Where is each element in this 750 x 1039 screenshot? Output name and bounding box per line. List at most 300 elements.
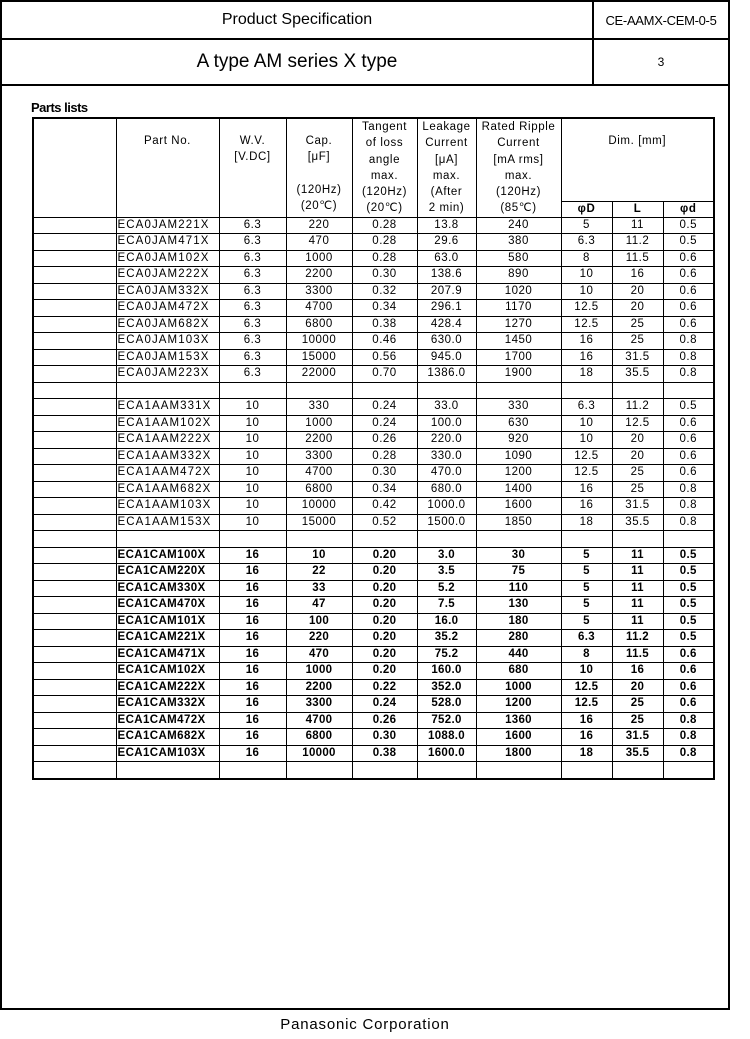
leakage-current-cell: 160.0 <box>417 663 476 680</box>
tangent-loss-cell: 0.24 <box>352 399 417 416</box>
doc-subtitle: A type AM series X type <box>2 40 594 84</box>
leakage-current-cell: 1500.0 <box>417 514 476 531</box>
tangent-loss-cell: 0.20 <box>352 580 417 597</box>
capacitance-cell: 3300 <box>286 283 352 300</box>
capacitance-cell: 220 <box>286 630 352 647</box>
leakage-current-cell: 330.0 <box>417 448 476 465</box>
leakage-current-cell: 630.0 <box>417 333 476 350</box>
working-voltage-cell: 10 <box>219 498 286 515</box>
capacitance-cell: 3300 <box>286 448 352 465</box>
empty-cell <box>561 531 612 548</box>
table-row <box>33 630 714 647</box>
capacitance-cell: 15000 <box>286 514 352 531</box>
length-cell: 31.5 <box>612 729 663 746</box>
diameter-cell: 16 <box>561 712 612 729</box>
table-row <box>33 267 714 284</box>
ripple-current-cell: 130 <box>476 597 561 614</box>
part-number-cell: ECA0JAM471X <box>116 234 219 251</box>
header-row-1 <box>2 2 728 40</box>
tangent-loss-cell: 0.32 <box>352 283 417 300</box>
diameter-cell: 12.5 <box>561 316 612 333</box>
capacitance-cell: 10000 <box>286 745 352 762</box>
ripple-current-cell: 1900 <box>476 366 561 383</box>
blank-cell <box>33 613 116 630</box>
tangent-loss-cell: 0.30 <box>352 267 417 284</box>
blank-cell <box>33 399 116 416</box>
length-cell: 25 <box>612 712 663 729</box>
working-voltage-cell: 16 <box>219 646 286 663</box>
col-header-tangent: Tangent of loss angle max. (120Hz) (20℃) <box>352 118 417 217</box>
table-row <box>33 399 714 416</box>
tangent-loss-cell: 0.34 <box>352 481 417 498</box>
tangent-loss-cell: 0.56 <box>352 349 417 366</box>
capacitance-cell: 22 <box>286 564 352 581</box>
lead-diameter-cell: 0.8 <box>663 333 714 350</box>
empty-cell <box>561 382 612 399</box>
lead-diameter-cell: 0.6 <box>663 283 714 300</box>
blank-cell <box>33 597 116 614</box>
lead-diameter-cell: 0.8 <box>663 366 714 383</box>
length-cell: 11 <box>612 217 663 234</box>
lead-diameter-cell: 0.6 <box>663 696 714 713</box>
tangent-loss-cell: 0.42 <box>352 498 417 515</box>
length-cell: 35.5 <box>612 745 663 762</box>
working-voltage-cell: 16 <box>219 597 286 614</box>
part-number-cell: ECA1CAM332X <box>116 696 219 713</box>
table-row <box>33 745 714 762</box>
leakage-current-cell: 296.1 <box>417 300 476 317</box>
lead-diameter-cell: 0.5 <box>663 580 714 597</box>
part-number-cell: ECA1CAM470X <box>116 597 219 614</box>
capacitance-cell: 10000 <box>286 498 352 515</box>
diameter-cell: 16 <box>561 729 612 746</box>
capacitance-cell: 2200 <box>286 432 352 449</box>
leakage-current-cell: 220.0 <box>417 432 476 449</box>
ripple-current-cell: 1170 <box>476 300 561 317</box>
table-row <box>33 564 714 581</box>
part-number-cell: ECA1CAM100X <box>116 547 219 564</box>
length-cell: 11 <box>612 547 663 564</box>
capacitance-cell: 15000 <box>286 349 352 366</box>
leakage-current-cell: 428.4 <box>417 316 476 333</box>
capacitance-cell: 4700 <box>286 712 352 729</box>
lead-diameter-cell: 0.5 <box>663 630 714 647</box>
col-header-dim: Dim. [mm] <box>561 118 714 201</box>
ripple-current-cell: 1800 <box>476 745 561 762</box>
col-header-length: L <box>612 201 663 217</box>
working-voltage-cell: 6.3 <box>219 217 286 234</box>
leakage-current-cell: 100.0 <box>417 415 476 432</box>
ripple-current-cell: 110 <box>476 580 561 597</box>
working-voltage-cell: 6.3 <box>219 349 286 366</box>
part-number-cell: ECA0JAM682X <box>116 316 219 333</box>
length-cell: 11.5 <box>612 646 663 663</box>
diameter-cell: 5 <box>561 597 612 614</box>
table-row <box>33 712 714 729</box>
empty-cell <box>219 762 286 779</box>
blank-cell <box>33 646 116 663</box>
capacitance-cell: 470 <box>286 646 352 663</box>
table-row <box>33 481 714 498</box>
table-row <box>33 465 714 482</box>
working-voltage-cell: 10 <box>219 399 286 416</box>
capacitance-cell: 100 <box>286 613 352 630</box>
empty-cell <box>33 382 116 399</box>
tangent-loss-cell: 0.22 <box>352 679 417 696</box>
part-number-cell: ECA1CAM220X <box>116 564 219 581</box>
lead-diameter-cell: 0.8 <box>663 349 714 366</box>
part-number-cell: ECA1CAM221X <box>116 630 219 647</box>
tangent-loss-cell: 0.30 <box>352 465 417 482</box>
table-row <box>33 448 714 465</box>
ripple-current-cell: 1200 <box>476 696 561 713</box>
length-cell: 11.2 <box>612 234 663 251</box>
ripple-current-cell: 1200 <box>476 465 561 482</box>
diameter-cell: 8 <box>561 646 612 663</box>
capacitance-cell: 220 <box>286 217 352 234</box>
leakage-current-cell: 680.0 <box>417 481 476 498</box>
tangent-loss-cell: 0.70 <box>352 366 417 383</box>
spacer-row <box>33 531 714 548</box>
length-cell: 35.5 <box>612 366 663 383</box>
working-voltage-cell: 16 <box>219 696 286 713</box>
capacitance-cell: 6800 <box>286 316 352 333</box>
part-number-cell: ECA0JAM221X <box>116 217 219 234</box>
lead-diameter-cell: 0.5 <box>663 547 714 564</box>
leakage-current-cell: 1600.0 <box>417 745 476 762</box>
ripple-current-cell: 1450 <box>476 333 561 350</box>
empty-cell <box>663 531 714 548</box>
capacitance-cell: 1000 <box>286 415 352 432</box>
lead-diameter-cell: 0.6 <box>663 415 714 432</box>
tangent-loss-cell: 0.46 <box>352 333 417 350</box>
blank-cell <box>33 498 116 515</box>
table-row <box>33 696 714 713</box>
empty-cell <box>286 531 352 548</box>
length-cell: 12.5 <box>612 415 663 432</box>
section-label: Parts lists <box>31 100 88 115</box>
blank-cell <box>33 514 116 531</box>
ripple-current-cell: 1400 <box>476 481 561 498</box>
capacitance-cell: 3300 <box>286 696 352 713</box>
empty-cell <box>476 762 561 779</box>
leakage-current-cell: 945.0 <box>417 349 476 366</box>
part-number-cell: ECA1CAM471X <box>116 646 219 663</box>
header-row <box>33 118 714 201</box>
working-voltage-cell: 10 <box>219 432 286 449</box>
ripple-current-cell: 280 <box>476 630 561 647</box>
ripple-current-cell: 1020 <box>476 283 561 300</box>
blank-cell <box>33 349 116 366</box>
lead-diameter-cell: 0.6 <box>663 448 714 465</box>
blank-cell <box>33 564 116 581</box>
tangent-loss-cell: 0.28 <box>352 234 417 251</box>
parts-table <box>32 117 715 780</box>
working-voltage-cell: 10 <box>219 415 286 432</box>
lead-diameter-cell: 0.5 <box>663 597 714 614</box>
length-cell: 11.5 <box>612 250 663 267</box>
diameter-cell: 6.3 <box>561 399 612 416</box>
working-voltage-cell: 10 <box>219 514 286 531</box>
empty-cell <box>417 382 476 399</box>
empty-cell <box>417 531 476 548</box>
diameter-cell: 12.5 <box>561 448 612 465</box>
tangent-loss-cell: 0.30 <box>352 729 417 746</box>
diameter-cell: 18 <box>561 514 612 531</box>
spacer-row <box>33 382 714 399</box>
empty-cell <box>476 382 561 399</box>
doc-code: CE-AAMX-CEM-0-5 <box>605 12 717 28</box>
col-header-phi-d-lead: φd <box>663 201 714 217</box>
col-header-leakage: Leakage Current [μA] max. (After 2 min) <box>417 118 476 217</box>
part-number-cell: ECA1AAM682X <box>116 481 219 498</box>
blank-cell <box>33 316 116 333</box>
ripple-current-cell: 1600 <box>476 729 561 746</box>
table-row <box>33 366 714 383</box>
diameter-cell: 5 <box>561 580 612 597</box>
leakage-current-cell: 1000.0 <box>417 498 476 515</box>
blank-cell <box>33 366 116 383</box>
part-number-cell: ECA1AAM472X <box>116 465 219 482</box>
table-row <box>33 679 714 696</box>
blank-cell <box>33 679 116 696</box>
lead-diameter-cell: 0.5 <box>663 613 714 630</box>
leakage-current-cell: 16.0 <box>417 613 476 630</box>
table-row <box>33 316 714 333</box>
ripple-current-cell: 680 <box>476 663 561 680</box>
part-number-cell: ECA1AAM103X <box>116 498 219 515</box>
blank-cell <box>33 333 116 350</box>
part-number-cell: ECA1AAM222X <box>116 432 219 449</box>
lead-diameter-cell: 0.8 <box>663 481 714 498</box>
tangent-loss-cell: 0.20 <box>352 646 417 663</box>
diameter-cell: 10 <box>561 663 612 680</box>
leakage-current-cell: 29.6 <box>417 234 476 251</box>
part-number-cell: ECA1CAM682X <box>116 729 219 746</box>
tangent-loss-cell: 0.38 <box>352 745 417 762</box>
leakage-current-cell: 7.5 <box>417 597 476 614</box>
table-row <box>33 547 714 564</box>
tangent-loss-cell: 0.28 <box>352 217 417 234</box>
diameter-cell: 10 <box>561 415 612 432</box>
tangent-loss-cell: 0.20 <box>352 547 417 564</box>
lead-diameter-cell: 0.6 <box>663 465 714 482</box>
part-number-cell: ECA0JAM332X <box>116 283 219 300</box>
tangent-loss-cell: 0.26 <box>352 432 417 449</box>
blank-cell <box>33 234 116 251</box>
capacitance-cell: 1000 <box>286 663 352 680</box>
working-voltage-cell: 6.3 <box>219 250 286 267</box>
lead-diameter-cell: 0.6 <box>663 679 714 696</box>
length-cell: 20 <box>612 283 663 300</box>
col-header-part-no: Part No. <box>116 118 219 217</box>
empty-cell <box>612 531 663 548</box>
diameter-cell: 16 <box>561 349 612 366</box>
length-cell: 20 <box>612 300 663 317</box>
leakage-current-cell: 35.2 <box>417 630 476 647</box>
ripple-current-cell: 630 <box>476 415 561 432</box>
empty-cell <box>352 382 417 399</box>
diameter-cell: 10 <box>561 432 612 449</box>
part-number-cell: ECA1CAM222X <box>116 679 219 696</box>
diameter-cell: 6.3 <box>561 234 612 251</box>
length-cell: 11 <box>612 597 663 614</box>
lead-diameter-cell: 0.6 <box>663 300 714 317</box>
lead-diameter-cell: 0.6 <box>663 646 714 663</box>
blank-cell <box>33 300 116 317</box>
part-number-cell: ECA1CAM102X <box>116 663 219 680</box>
diameter-cell: 5 <box>561 564 612 581</box>
working-voltage-cell: 16 <box>219 729 286 746</box>
length-cell: 35.5 <box>612 514 663 531</box>
diameter-cell: 6.3 <box>561 630 612 647</box>
leakage-current-cell: 5.2 <box>417 580 476 597</box>
lead-diameter-cell: 0.8 <box>663 745 714 762</box>
empty-cell <box>663 762 714 779</box>
empty-cell <box>219 531 286 548</box>
table-row <box>33 597 714 614</box>
col-header-cap: Cap. [μF] (120Hz) (20℃) <box>286 118 352 217</box>
working-voltage-cell: 10 <box>219 448 286 465</box>
capacitance-cell: 1000 <box>286 250 352 267</box>
tangent-loss-cell: 0.28 <box>352 250 417 267</box>
lead-diameter-cell: 0.6 <box>663 316 714 333</box>
tangent-loss-cell: 0.52 <box>352 514 417 531</box>
table-row <box>33 300 714 317</box>
part-number-cell: ECA1AAM153X <box>116 514 219 531</box>
diameter-cell: 12.5 <box>561 300 612 317</box>
table-row <box>33 283 714 300</box>
spacer-row <box>33 762 714 779</box>
length-cell: 31.5 <box>612 498 663 515</box>
part-number-cell: ECA0JAM223X <box>116 366 219 383</box>
empty-cell <box>561 762 612 779</box>
ripple-current-cell: 75 <box>476 564 561 581</box>
working-voltage-cell: 16 <box>219 613 286 630</box>
empty-cell <box>663 382 714 399</box>
length-cell: 16 <box>612 663 663 680</box>
tangent-loss-cell: 0.20 <box>352 663 417 680</box>
tangent-loss-cell: 0.24 <box>352 696 417 713</box>
capacitance-cell: 6800 <box>286 729 352 746</box>
blank-cell <box>33 712 116 729</box>
leakage-current-cell: 138.6 <box>417 267 476 284</box>
length-cell: 16 <box>612 267 663 284</box>
part-number-cell: ECA1CAM103X <box>116 745 219 762</box>
part-number-cell: ECA0JAM103X <box>116 333 219 350</box>
length-cell: 31.5 <box>612 349 663 366</box>
empty-cell <box>352 531 417 548</box>
tangent-loss-cell: 0.38 <box>352 316 417 333</box>
tangent-loss-cell: 0.20 <box>352 564 417 581</box>
diameter-cell: 16 <box>561 481 612 498</box>
tangent-loss-cell: 0.20 <box>352 630 417 647</box>
empty-cell <box>116 762 219 779</box>
lead-diameter-cell: 0.5 <box>663 217 714 234</box>
working-voltage-cell: 6.3 <box>219 234 286 251</box>
length-cell: 25 <box>612 696 663 713</box>
working-voltage-cell: 6.3 <box>219 316 286 333</box>
working-voltage-cell: 16 <box>219 564 286 581</box>
working-voltage-cell: 6.3 <box>219 267 286 284</box>
working-voltage-cell: 16 <box>219 580 286 597</box>
capacitance-cell: 2200 <box>286 679 352 696</box>
working-voltage-cell: 6.3 <box>219 366 286 383</box>
length-cell: 20 <box>612 448 663 465</box>
capacitance-cell: 47 <box>286 597 352 614</box>
blank-header-cell <box>33 118 116 217</box>
lead-diameter-cell: 0.8 <box>663 498 714 515</box>
length-cell: 11.2 <box>612 630 663 647</box>
leakage-current-cell: 352.0 <box>417 679 476 696</box>
empty-cell <box>612 762 663 779</box>
capacitance-cell: 330 <box>286 399 352 416</box>
capacitance-cell: 470 <box>286 234 352 251</box>
blank-cell <box>33 465 116 482</box>
capacitance-cell: 4700 <box>286 465 352 482</box>
ripple-current-cell: 440 <box>476 646 561 663</box>
lead-diameter-cell: 0.8 <box>663 729 714 746</box>
table-row <box>33 217 714 234</box>
footer-company: Panasonic Corporation <box>280 1016 450 1033</box>
length-cell: 11 <box>612 564 663 581</box>
diameter-cell: 16 <box>561 333 612 350</box>
empty-cell <box>219 382 286 399</box>
page-number: 3 <box>657 55 665 69</box>
table-row <box>33 663 714 680</box>
capacitance-cell: 22000 <box>286 366 352 383</box>
lead-diameter-cell: 0.6 <box>663 663 714 680</box>
diameter-cell: 8 <box>561 250 612 267</box>
capacitance-cell: 2200 <box>286 267 352 284</box>
leakage-current-cell: 13.8 <box>417 217 476 234</box>
empty-cell <box>352 762 417 779</box>
length-cell: 11 <box>612 580 663 597</box>
capacitance-cell: 33 <box>286 580 352 597</box>
length-cell: 25 <box>612 333 663 350</box>
working-voltage-cell: 6.3 <box>219 333 286 350</box>
part-number-cell: ECA1AAM332X <box>116 448 219 465</box>
leakage-current-cell: 207.9 <box>417 283 476 300</box>
diameter-cell: 5 <box>561 613 612 630</box>
diameter-cell: 5 <box>561 217 612 234</box>
blank-cell <box>33 630 116 647</box>
length-cell: 20 <box>612 679 663 696</box>
diameter-cell: 12.5 <box>561 465 612 482</box>
working-voltage-cell: 16 <box>219 745 286 762</box>
ripple-current-cell: 890 <box>476 267 561 284</box>
col-header-phi-d-outer: φD <box>561 201 612 217</box>
lead-diameter-cell: 0.6 <box>663 432 714 449</box>
diameter-cell: 10 <box>561 267 612 284</box>
ripple-current-cell: 330 <box>476 399 561 416</box>
blank-cell <box>33 580 116 597</box>
capacitance-cell: 4700 <box>286 300 352 317</box>
lead-diameter-cell: 0.5 <box>663 234 714 251</box>
empty-cell <box>612 382 663 399</box>
tangent-loss-cell: 0.24 <box>352 415 417 432</box>
col-header-wv: W.V. [V.DC] <box>219 118 286 217</box>
blank-cell <box>33 547 116 564</box>
table-row <box>33 514 714 531</box>
table-row <box>33 333 714 350</box>
working-voltage-cell: 16 <box>219 663 286 680</box>
diameter-cell: 18 <box>561 745 612 762</box>
ripple-current-cell: 30 <box>476 547 561 564</box>
blank-cell <box>33 283 116 300</box>
length-cell: 20 <box>612 432 663 449</box>
tangent-loss-cell: 0.20 <box>352 613 417 630</box>
